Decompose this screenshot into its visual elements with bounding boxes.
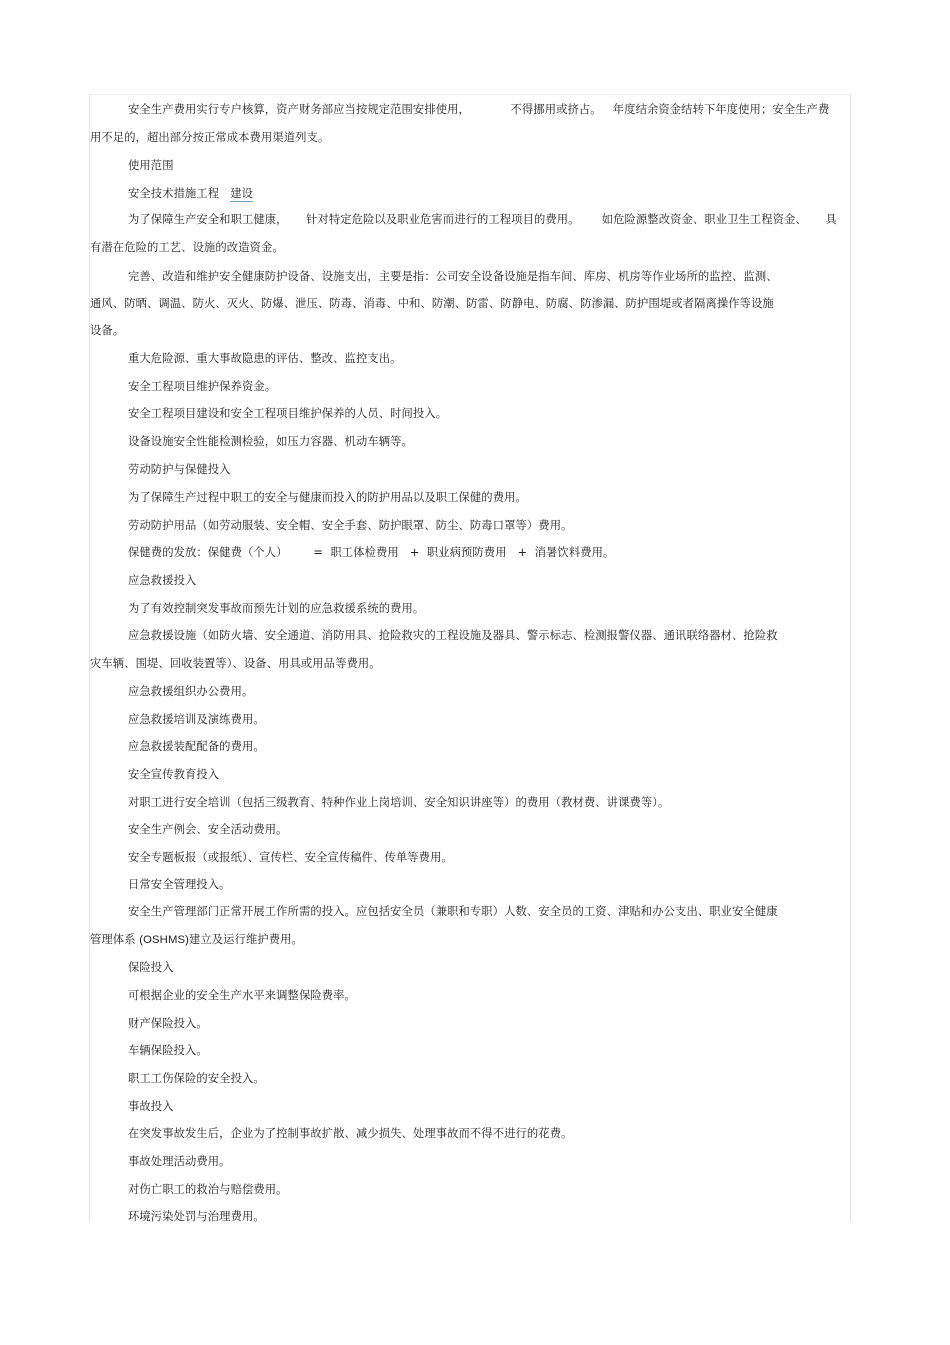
list-item: 可根据企业的安全生产水平来调整保险费率。 xyxy=(128,989,356,1002)
paragraph-line: 为了保障生产安全和职工健康， 针对特定危险以及职业危害而进行的工程项目的费用。 如危险源整改资金、职业卫生工程资金、 具 xyxy=(128,213,837,226)
paragraph-line: 通风、防晒、调温、防火、灭火、防爆、泄压、防毒、消毒、中和、防潮、防雷、防静电、防腐、防渗漏、防护围堤或者隔离操作等设施 xyxy=(90,297,774,310)
list-item: 职工工伤保险的安全投入。 xyxy=(128,1072,265,1085)
section-heading: 安全宣传教育投入 xyxy=(128,768,220,781)
section-heading: 保险投入 xyxy=(128,961,174,974)
paragraph-line: 用不足的，超出部分按正常成本费用渠道列支。 xyxy=(90,131,330,144)
list-item: 应急救援装配配备的费用。 xyxy=(128,740,265,753)
list-item: 安全专题板报（或报纸）、宣传栏、安全宣传稿件、传单等费用。 xyxy=(128,851,453,864)
paragraph-line: 有潜在危险的工艺、设施的改造资金。 xyxy=(90,241,284,254)
paragraph-line: 安全生产管理部门正常开展工作所需的投入。应包括安全员（兼职和专职）人数、安全员的工资、津贴和办公支出、职业安全健康 xyxy=(128,905,778,918)
list-item: 劳动防护用品（如劳动服装、安全帽、安全手套、防护眼罩、防尘、防毒口罩等）费用。 xyxy=(128,519,573,532)
list-item: 对职工进行安全培训（包括三级教育、特种作业上岗培训、安全知识讲座等）的费用（教材费、讲课费等）。 xyxy=(128,796,670,809)
section-heading: 应急救援投入 xyxy=(128,574,197,587)
underlined-word: 建设 xyxy=(230,187,254,200)
list-item: 在突发事故发生后，企业为了控制事故扩散、减少损失、处理事故而不得不进行的花费。 xyxy=(128,1127,573,1140)
list-item: 重大危险源、重大事故隐患的评估、整改、监控支出。 xyxy=(128,352,402,365)
list-item: 安全生产例会、安全活动费用。 xyxy=(128,823,288,836)
list-item: 对伤亡职工的救治与赔偿费用。 xyxy=(128,1183,288,1196)
list-item: 应急救援组织办公费用。 xyxy=(128,685,254,698)
list-item: 为了有效控制突发事故而预先计划的应急救援系统的费用。 xyxy=(128,602,425,615)
section-heading: 安全技术措施工程 建设 xyxy=(128,187,254,200)
paragraph-line: 管理体系 (OSHMS)建立及运行维护费用。 xyxy=(90,933,303,946)
list-item: 车辆保险投入。 xyxy=(128,1044,208,1057)
section-heading: 日常安全管理投入。 xyxy=(128,878,231,891)
list-item: 财产保险投入。 xyxy=(128,1017,208,1030)
list-item: 安全工程项目维护保养资金。 xyxy=(128,380,277,393)
paragraph-line: 完善、改造和维护安全健康防护设备、设施支出，主要是指：公司安全设备设施是指车间、库房、机房等作业场所的监控、监测、 xyxy=(128,270,778,283)
list-item: 安全工程项目建设和安全工程项目维护保养的人员、时间投入。 xyxy=(128,407,448,420)
list-item: 应急救援培训及演练费用。 xyxy=(128,713,265,726)
paragraph-line: 灾车辆、围堤、回收装置等）、设备、用具或用品等费用。 xyxy=(90,657,381,670)
paragraph-line: 应急救援设施（如防火墙、安全通道、消防用具、抢险救灾的工程设施及器具、警示标志、检测报警仪器、通讯联络器材、抢险救 xyxy=(128,629,778,642)
list-item: 事故处理活动费用。 xyxy=(128,1155,231,1168)
formula-line: 保健费的发放：保健费（个人） = 职工体检费用 + 职业病预防费用 + 消暑饮料费用。 xyxy=(128,546,615,559)
paragraph-line: 安全生产费用实行专户核算，资产财务部应当按规定范围安排使用， 不得挪用或挤占。 年度结余资金结转下年度使用；安全生产费 xyxy=(128,103,830,116)
list-item: 设备设施安全性能检测检验，如压力容器、机动车辆等。 xyxy=(128,435,413,448)
list-item: 为了保障生产过程中职工的安全与健康而投入的防护用品以及职工保健的费用。 xyxy=(128,491,527,504)
list-item: 环境污染处罚与治理费用。 xyxy=(128,1210,265,1223)
section-heading: 事故投入 xyxy=(128,1100,174,1113)
section-heading: 使用范围 xyxy=(128,159,174,172)
section-heading: 劳动防护与保健投入 xyxy=(128,463,231,476)
paragraph-line: 设备。 xyxy=(90,324,125,337)
